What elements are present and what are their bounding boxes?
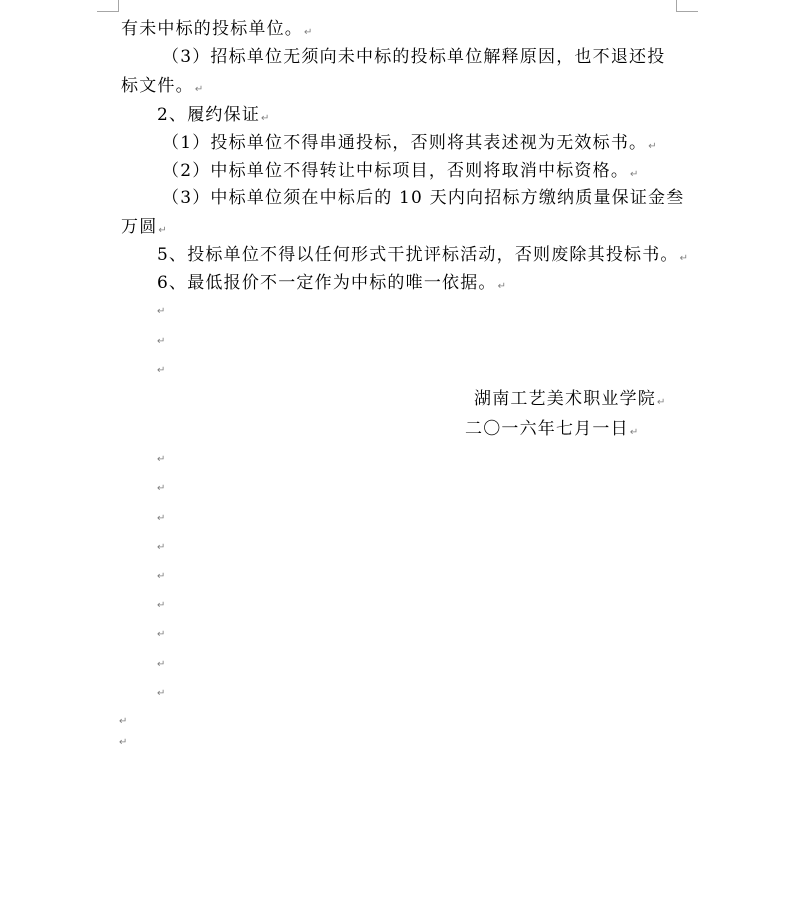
paragraph-mark-icon: ↵ <box>657 397 666 408</box>
paragraph-mark-icon: ↵ <box>158 225 167 236</box>
paragraph-mark-icon: ↵ <box>157 571 166 582</box>
paragraph-mark-icon: ↵ <box>157 365 166 376</box>
crop-mark-top-left <box>97 0 119 12</box>
paragraph-mark-icon: ↵ <box>157 659 166 670</box>
text-line-content: （3）招标单位无须向未中标的投标单位解释原因，也不退还投 <box>162 47 666 67</box>
text-line-content: 万圆 <box>121 217 158 237</box>
signature-date-text: 二〇一六年七月一日 <box>465 419 629 439</box>
paragraph-mark-icon: ↵ <box>630 169 639 180</box>
paragraph-mark-icon: ↵ <box>648 141 657 152</box>
text-line <box>157 272 506 298</box>
paragraph-mark-icon: ↵ <box>497 281 507 292</box>
text-line <box>162 46 665 68</box>
paragraph-mark-icon: ↵ <box>679 253 689 264</box>
crop-mark-top-right <box>676 0 698 12</box>
paragraph-mark-icon: ↵ <box>119 716 128 727</box>
text-line <box>162 160 638 186</box>
signature-organization-text: 湖南工艺美术职业学院 <box>474 389 656 409</box>
paragraph-mark-icon: ↵ <box>304 27 313 38</box>
paragraph-mark-icon: ↵ <box>194 84 204 95</box>
text-line-content: 有未中标的投标单位。 <box>121 19 303 39</box>
paragraph-mark-icon: ↵ <box>157 336 166 347</box>
paragraph-mark-icon: ↵ <box>157 600 166 611</box>
paragraph-mark-icon: ↵ <box>157 483 166 494</box>
text-line-content: 标文件。 <box>121 76 194 96</box>
paragraph-mark-icon: ↵ <box>157 629 166 640</box>
text-line-content: 5、投标单位不得以任何形式干扰评标活动，否则废除其投标书。 <box>157 245 679 265</box>
section-heading <box>157 104 269 130</box>
paragraph-mark-icon: ↵ <box>119 737 128 748</box>
paragraph-mark-icon: ↵ <box>629 427 639 438</box>
text-line <box>121 216 167 242</box>
text-line-content: 2、履约保证 <box>157 105 261 125</box>
text-line-content: （3）中标单位须在中标后的 10 天内向招标方缴纳质量保证金叁 <box>162 188 685 208</box>
paragraph-mark-icon: ↵ <box>157 513 166 524</box>
signature-organization <box>474 388 665 414</box>
paragraph-mark-icon: ↵ <box>157 306 166 317</box>
text-line-content: 6、最低报价不一定作为中标的唯一依据。 <box>157 273 497 293</box>
paragraph-mark-icon: ↵ <box>157 454 166 465</box>
text-line <box>157 244 688 270</box>
text-line <box>121 75 203 101</box>
signature-date <box>465 418 638 444</box>
paragraph-mark-icon: ↵ <box>157 542 166 553</box>
paragraph-mark-icon: ↵ <box>261 113 270 124</box>
text-line-content: （2）中标单位不得转让中标项目，否则将取消中标资格。 <box>162 161 630 181</box>
text-line <box>121 18 312 44</box>
paragraph-mark-icon: ↵ <box>157 688 166 699</box>
text-line-content: （1）投标单位不得串通投标，否则将其表述视为无效标书。 <box>162 133 648 153</box>
text-line <box>162 187 684 209</box>
text-line <box>162 132 657 158</box>
